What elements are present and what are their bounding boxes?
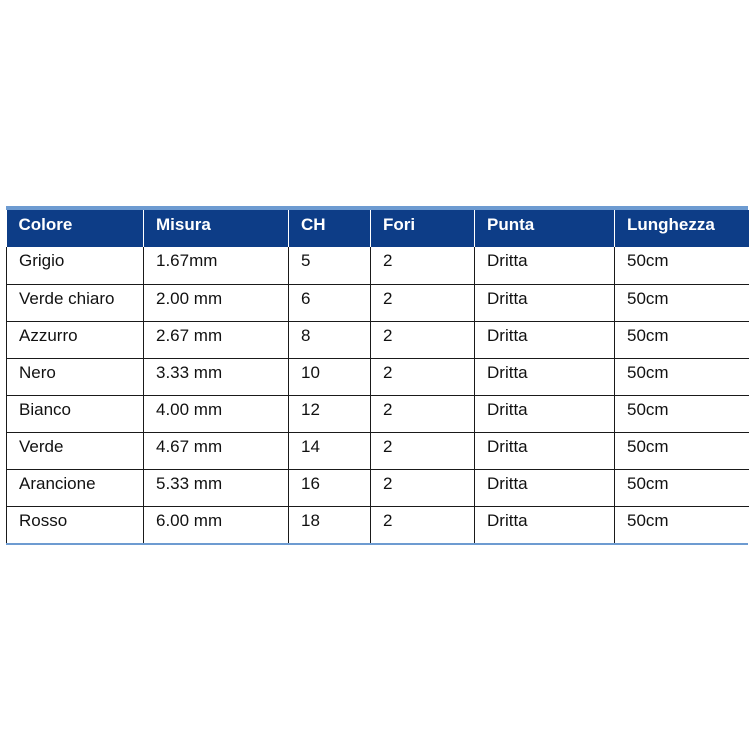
cell-ch: 8 [289,321,371,358]
header-ch: CH [289,210,371,247]
cell-misura: 4.67 mm [144,432,289,469]
cell-fori: 2 [371,469,475,506]
table-row [7,247,749,284]
cell-lunghezza: 50cm [615,247,749,284]
cell-misura: 2.00 mm [144,284,289,321]
cell-colore: Verde chiaro [7,284,144,321]
cell-fori: 2 [371,247,475,284]
header-colore: Colore [7,210,144,247]
table-row [7,358,749,395]
table-row [7,506,749,543]
cell-ch: 5 [289,247,371,284]
cell-lunghezza: 50cm [615,469,749,506]
cell-misura: 4.00 mm [144,395,289,432]
cell-fori: 2 [371,284,475,321]
cell-fori: 2 [371,432,475,469]
cell-ch: 6 [289,284,371,321]
cell-lunghezza: 50cm [615,506,749,543]
cell-colore: Arancione [7,469,144,506]
header-fori: Fori [371,210,475,247]
cell-misura: 2.67 mm [144,321,289,358]
cell-punta: Dritta [475,284,615,321]
cell-fori: 2 [371,321,475,358]
header-punta: Punta [475,210,615,247]
cell-colore: Nero [7,358,144,395]
cell-ch: 16 [289,469,371,506]
cell-ch: 14 [289,432,371,469]
header-misura: Misura [144,210,289,247]
cell-misura: 3.33 mm [144,358,289,395]
header-lunghezza: Lunghezza [615,210,749,247]
cell-misura: 5.33 mm [144,469,289,506]
cell-colore: Rosso [7,506,144,543]
cell-colore: Grigio [7,247,144,284]
table-header-row [7,210,749,247]
cell-ch: 10 [289,358,371,395]
cell-colore: Verde [7,432,144,469]
cell-punta: Dritta [475,321,615,358]
cell-lunghezza: 50cm [615,432,749,469]
cell-colore: Bianco [7,395,144,432]
cell-punta: Dritta [475,358,615,395]
cell-misura: 6.00 mm [144,506,289,543]
table-row [7,321,749,358]
cell-punta: Dritta [475,469,615,506]
table-row [7,432,749,469]
cell-ch: 18 [289,506,371,543]
cell-punta: Dritta [475,247,615,284]
cell-lunghezza: 50cm [615,321,749,358]
cell-fori: 2 [371,395,475,432]
catheter-size-table-container [6,206,748,545]
catheter-size-table [6,210,749,543]
cell-misura: 1.67mm [144,247,289,284]
cell-punta: Dritta [475,432,615,469]
table-bottom-rule [6,543,748,545]
cell-fori: 2 [371,358,475,395]
cell-lunghezza: 50cm [615,395,749,432]
cell-punta: Dritta [475,395,615,432]
table-row [7,395,749,432]
table-row [7,469,749,506]
cell-lunghezza: 50cm [615,284,749,321]
cell-fori: 2 [371,506,475,543]
cell-ch: 12 [289,395,371,432]
cell-punta: Dritta [475,506,615,543]
cell-lunghezza: 50cm [615,358,749,395]
cell-colore: Azzurro [7,321,144,358]
table-row [7,284,749,321]
